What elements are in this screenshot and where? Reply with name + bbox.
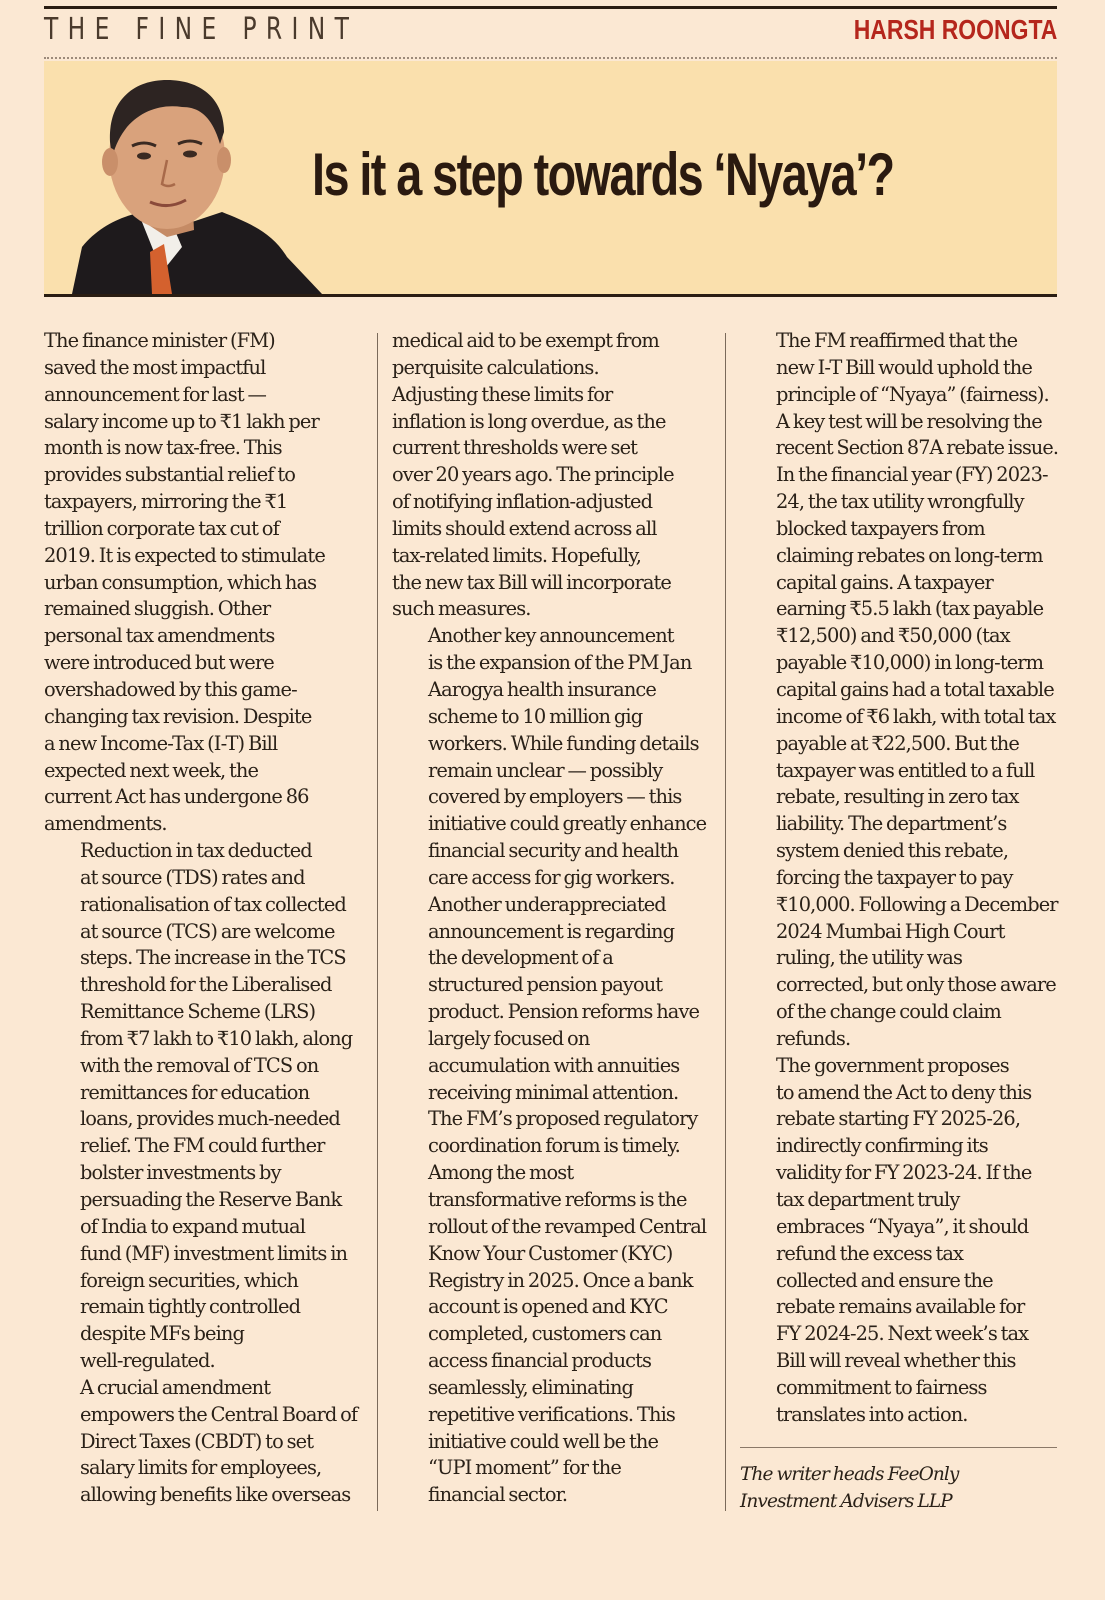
text-line: access financial products xyxy=(428,1349,652,1373)
text-line: announcement for last — xyxy=(44,382,266,406)
text-line: earning ₹5.5 lakh (tax payable xyxy=(776,597,1044,621)
article-column-3 xyxy=(740,328,1058,1429)
text-line: Aarogya health insurance xyxy=(428,677,656,701)
column-divider xyxy=(725,333,726,1511)
text-line: rebate starting FY 2025-26, xyxy=(776,1107,1021,1131)
top-rule xyxy=(44,6,1057,9)
text-line: Remittance Scheme (LRS) xyxy=(80,1000,316,1024)
text-line: personal tax amendments xyxy=(44,624,275,648)
author-bio-line: Investment Advisers LLP xyxy=(740,1491,952,1512)
text-line: The FM’s proposed regulatory xyxy=(428,1107,698,1131)
article-paragraph xyxy=(392,892,710,1160)
text-line: amendments. xyxy=(44,812,167,836)
author-bio xyxy=(740,1461,1057,1515)
text-line: forcing the taxpayer to pay xyxy=(776,865,1013,889)
text-line: foreign securities, which xyxy=(80,1268,298,1292)
text-line: with the removal of TCS on xyxy=(80,1053,319,1077)
text-line: is the expansion of the PM Jan xyxy=(428,651,692,675)
text-line: current thresholds were set xyxy=(392,436,638,460)
text-line: persuading the Reserve Bank xyxy=(80,1188,342,1211)
text-line: Direct Taxes (CBDT) to set xyxy=(80,1429,314,1453)
text-line: medical aid to be exempt from xyxy=(392,329,659,352)
text-line: threshold for the Liberalised xyxy=(80,973,332,997)
text-line: rationalisation of tax collected xyxy=(80,892,346,916)
text-line: FY 2024-25. Next week’s tax xyxy=(776,1322,1029,1346)
text-line: initiative could well be the xyxy=(428,1429,659,1453)
article-column-1 xyxy=(44,328,362,1509)
text-line: In the financial year (FY) 2023- xyxy=(776,463,1048,487)
text-line: taxpayer was entitled to a full xyxy=(776,758,1035,782)
text-line: receiving minimal attention. xyxy=(428,1080,679,1104)
article-paragraph xyxy=(44,328,362,838)
text-line: 24, the tax utility wrongfully xyxy=(776,490,1024,514)
text-line: coordination forum is timely. xyxy=(428,1134,680,1158)
text-line: tax-related limits. Hopefully, xyxy=(392,543,641,567)
text-line: financial security and health xyxy=(428,839,679,863)
text-line: Know Your Customer (KYC) xyxy=(428,1241,673,1265)
text-line: over 20 years ago. The principle xyxy=(392,463,674,487)
text-line: empowers the Central Board of xyxy=(80,1402,358,1426)
text-line: A key test will be resolving the xyxy=(776,409,1042,433)
article-paragraph xyxy=(392,623,710,891)
author-bio-line: The writer heads FeeOnly xyxy=(740,1464,959,1485)
text-line: payable ₹10,000) in long-term xyxy=(776,651,1044,675)
text-line: steps. The increase in the TCS xyxy=(80,946,346,970)
text-line: month is now tax-free. This xyxy=(44,436,282,460)
text-line: changing tax revision. Despite xyxy=(44,704,312,728)
text-line: recent Section 87A rebate issue. xyxy=(775,436,1059,460)
text-line: system denied this rebate, xyxy=(776,839,1009,863)
text-line: seamlessly, eliminating xyxy=(428,1375,634,1399)
dotted-divider xyxy=(44,57,1057,59)
text-line: indirectly confirming its xyxy=(776,1134,988,1158)
text-line: fund (MF) investment limits in xyxy=(80,1241,348,1265)
text-line: the development of a xyxy=(428,946,613,970)
text-line: blocked taxpayers from xyxy=(776,516,985,540)
text-line: the new tax Bill will incorporate xyxy=(392,570,671,594)
text-line: salary limits for employees, xyxy=(80,1456,322,1480)
text-line: rollout of the revamped Central xyxy=(428,1214,707,1238)
article-paragraph xyxy=(44,838,362,1375)
article-paragraph xyxy=(740,328,1058,1053)
text-line: overshadowed by this game- xyxy=(44,677,297,701)
text-line: perquisite calculations. xyxy=(392,355,599,379)
text-line: 2019. It is expected to stimulate xyxy=(44,543,325,567)
text-line: from ₹7 lakh to ₹10 lakh, along xyxy=(80,1026,353,1050)
article-paragraph xyxy=(392,328,710,623)
text-line: “UPI moment” for the xyxy=(428,1456,621,1480)
article-paragraph xyxy=(44,1375,362,1509)
article-paragraph xyxy=(392,1160,710,1509)
text-line: taxpayers, mirroring the ₹1 xyxy=(44,490,288,514)
text-line: Bill will reveal whether this xyxy=(776,1349,1016,1373)
portrait-illustration xyxy=(72,72,332,294)
text-line: of notifying inflation-adjusted xyxy=(392,490,653,514)
text-line: Adjusting these limits for xyxy=(392,382,613,406)
text-line: announcement is regarding xyxy=(428,919,675,943)
text-line: financial sector. xyxy=(428,1483,568,1507)
text-line: The FM reaffirmed that the xyxy=(776,329,1018,352)
text-line: a new Income-Tax (I-T) Bill xyxy=(44,731,278,755)
text-line: provides substantial relief to xyxy=(44,463,296,487)
text-line: repetitive verifications. This xyxy=(428,1402,675,1426)
text-line: account is opened and KYC xyxy=(428,1295,668,1319)
text-line: claiming rebates on long-term xyxy=(776,543,1043,567)
text-line: transformative reforms is the xyxy=(428,1188,687,1211)
text-line: The finance minister (FM) xyxy=(44,329,275,352)
text-line: of India to expand mutual xyxy=(80,1214,305,1238)
text-line: 2024 Mumbai High Court xyxy=(776,919,1005,943)
text-line: new I-T Bill would uphold the xyxy=(776,355,1032,379)
text-line: liability. The department’s xyxy=(776,812,1007,836)
text-line: Among the most xyxy=(428,1161,574,1185)
text-line: covered by employers — this xyxy=(428,785,682,809)
text-line: limits should extend across all xyxy=(392,516,657,540)
text-line: capital gains had a total taxable xyxy=(776,677,1054,701)
text-line: initiative could greatly enhance xyxy=(428,812,707,836)
text-line: scheme to 10 million gig xyxy=(428,704,643,728)
text-line: bolster investments by xyxy=(80,1161,281,1185)
text-line: salary income up to ₹1 lakh per xyxy=(44,409,319,433)
author-name: HARSH ROONGTA xyxy=(853,14,1057,45)
text-line: A crucial amendment xyxy=(80,1375,271,1399)
text-line: tax department truly xyxy=(776,1188,960,1211)
text-line: were introduced but were xyxy=(44,651,274,675)
text-line: loans, provides much-needed xyxy=(80,1107,340,1131)
text-line: urban consumption, which has xyxy=(44,570,317,594)
column-divider xyxy=(377,333,378,1511)
text-line: Reduction in tax deducted xyxy=(80,839,312,863)
text-line: remained sluggish. Other xyxy=(44,597,271,621)
text-line: allowing benefits like overseas xyxy=(80,1483,351,1507)
text-line: largely focused on xyxy=(428,1026,590,1050)
text-line: corrected, but only those aware xyxy=(776,973,1056,997)
text-line: embraces “Nyaya”, it should xyxy=(776,1214,1029,1238)
text-line: relief. The FM could further xyxy=(80,1134,325,1158)
article-paragraph xyxy=(740,1053,1058,1429)
text-line: commitment to fairness xyxy=(776,1375,987,1399)
text-line: rebate, resulting in zero tax xyxy=(776,785,1019,809)
text-line: trillion corporate tax cut of xyxy=(44,516,279,540)
text-line: expected next week, the xyxy=(44,758,259,782)
text-line: at source (TCS) are welcome xyxy=(80,919,335,943)
text-line: workers. While funding details xyxy=(428,731,699,755)
text-line: at source (TDS) rates and xyxy=(80,865,305,889)
text-line: ruling, the utility was xyxy=(776,946,963,970)
text-line: despite MFs being xyxy=(80,1322,244,1346)
headline-bottom-rule xyxy=(44,294,1057,297)
text-line: ₹10,000. Following a December xyxy=(775,892,1058,916)
text-line: such measures. xyxy=(392,597,531,621)
text-line: saved the most impactful xyxy=(44,355,266,379)
text-line: structured pension payout xyxy=(428,973,663,997)
text-line: collected and ensure the xyxy=(776,1268,993,1292)
text-line: accumulation with annuities xyxy=(428,1053,680,1077)
text-line: to amend the Act to deny this xyxy=(776,1080,1032,1104)
text-line: Registry in 2025. Once a bank xyxy=(428,1268,693,1292)
text-line: payable at ₹22,500. But the xyxy=(776,731,1019,755)
text-line: Another underappreciated xyxy=(428,892,666,916)
text-line: refund the excess tax xyxy=(776,1241,964,1265)
text-line: ₹12,500) and ₹50,000 (tax xyxy=(776,624,1010,648)
signature-rule xyxy=(740,1447,1057,1448)
author-portrait-icon xyxy=(72,72,332,294)
text-line: well-regulated. xyxy=(80,1349,215,1373)
headline: Is it a step towards ‘Nyaya’? xyxy=(312,141,894,208)
text-line: refunds. xyxy=(776,1026,851,1050)
text-line: Another key announcement xyxy=(427,624,674,648)
text-line: of the change could claim xyxy=(776,1000,1001,1024)
text-line: current Act has undergone 86 xyxy=(44,785,309,809)
text-line: inflation is long overdue, as the xyxy=(392,409,666,433)
text-line: completed, customers can xyxy=(428,1322,662,1346)
text-line: capital gains. A taxpayer xyxy=(776,570,993,594)
text-line: validity for FY 2023-24. If the xyxy=(776,1161,1032,1185)
article-column-2 xyxy=(392,328,710,1509)
text-line: rebate remains available for xyxy=(776,1295,1025,1319)
column-name: THE FINE PRINT xyxy=(44,12,359,47)
text-line: remain unclear — possibly xyxy=(428,758,663,782)
text-line: care access for gig workers. xyxy=(428,865,675,889)
text-line: remittances for education xyxy=(80,1080,310,1104)
text-line: principle of “Nyaya” (fairness). xyxy=(776,382,1049,406)
text-line: income of ₹6 lakh, with total tax xyxy=(776,704,1056,728)
text-line: translates into action. xyxy=(776,1402,968,1426)
text-line: product. Pension reforms have xyxy=(428,1000,700,1024)
text-line: The government proposes xyxy=(776,1053,1009,1077)
text-line: remain tightly controlled xyxy=(80,1295,301,1319)
